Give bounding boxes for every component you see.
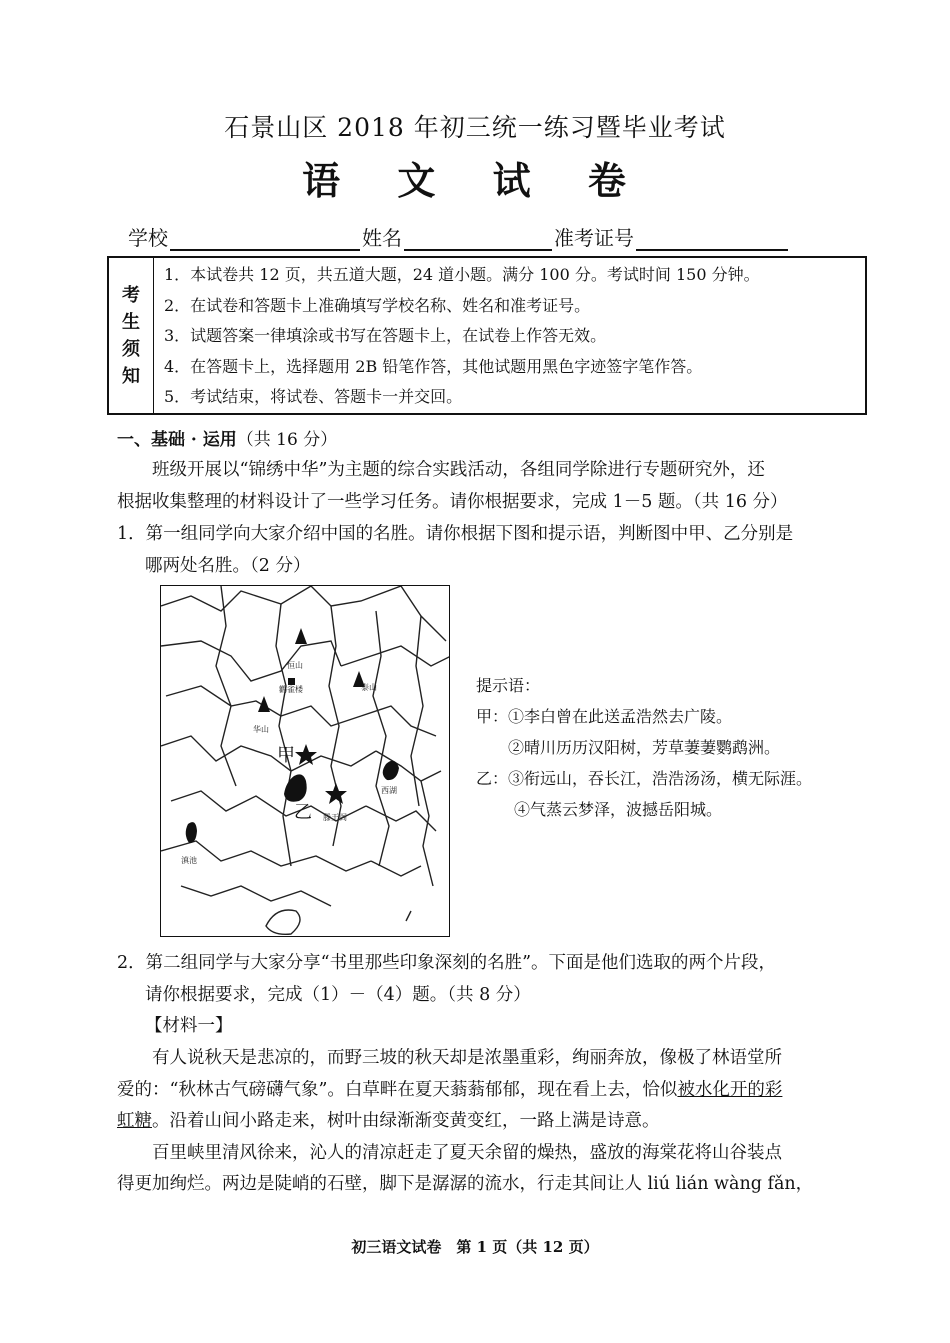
page-footer: 初三语文试卷 第 1 页（共 12 页） [351,1238,599,1256]
lake-marker-yi [284,774,307,801]
material-line: 得更加绚烂。两边是陡峭的石壁，脚下是潺潺的流水，行走其间让人 liú lián wàng fǎn， [117,1174,814,1194]
notice-label-char: 知 [122,365,140,387]
underlined-phrase: 被水化开的彩 [677,1079,783,1100]
lake-marker-dianchi [186,822,197,843]
map-label-jia: 甲 [277,745,295,766]
notice-label-char: 生 [122,311,140,333]
china-map [160,585,450,937]
candidate-notice-box [107,256,867,415]
map-svg [161,586,450,937]
hint-jia-1: ①李白曾在此送孟浩然去广陵。 [508,707,733,726]
notice-item: 2．在试卷和答题卡上准确填写学校名称、姓名和准考证号。 [164,295,591,315]
hint-yi-line1 [476,763,812,794]
hint-jia-2: ②晴川历历汉阳树，芳草萋萋鹦鹉洲。 [508,738,781,757]
notice-items [154,258,865,413]
map-label-guanquelou: 鹳雀楼 [279,685,303,694]
map-label-taishan: 泰山 [361,683,377,692]
exam-subtitle: 语 文 试 卷 [302,158,648,203]
section-intro [117,455,852,518]
notice-item: 1．本试卷共 12 页，共五道大题，24 道小题。满分 100 分。考试时间 150 分钟。 [164,265,760,284]
notice-label-char: 考 [122,284,140,306]
hint-yi-3: ③衔远山，吞长江，浩浩汤汤，横无际涯。 [508,769,813,788]
map-label-hengshan: 恒山 [287,661,303,670]
place-marker-tengwangge [325,783,347,804]
mountain-markers [258,628,365,712]
place-marker-jia [295,744,317,765]
intro-line: 根据收集整理的材料设计了一些学习任务。请你根据要求，完成 1－5 题。（共 16 分） [117,491,788,512]
map-label-tengwangge: 滕王阁 [323,813,347,822]
exam-title: 石景山区 2018 年初三统一练习暨毕业考试 [224,113,726,142]
material-label: 【材料一】 [145,1016,233,1036]
hint-jia-prefix: 甲： [476,707,509,726]
material-line [117,1075,852,1107]
notice-label-char: 须 [122,338,140,360]
lake-marker-xihu [383,761,399,780]
question-2-line: 2．第二组同学与大家分享“书里那些印象深刻的名胜”。下面是他们选取的两个片段， [117,953,777,973]
question-2 [117,948,852,1043]
material-line: 百里峡里清风徐来，沁人的清凉赶走了夏天余留的燥热，盛放的海棠花将山谷装点 [152,1142,782,1163]
school-label: 学校 [128,226,168,250]
notice-item: 3．试题答案一律填涂或书写在答题卡上，在试卷上作答无效。 [164,326,607,345]
candidate-info-fields [128,222,790,251]
question-1 [117,519,852,582]
mountain-marker-hengshan [295,628,307,644]
section-score: （共 16 分） [236,430,338,450]
map-label-xihu: 西湖 [381,786,397,795]
question-2-line: 请你根据要求，完成（1）－（4）题。（共 8 分） [145,984,531,1005]
material-text: 。沿着山间小路走来，树叶由绿渐渐变黄变红，一路上满是诗意。 [152,1111,660,1131]
question-1-line: 1．第一组同学向大家介绍中国的名胜。请你根据下图和提示语，判断图中甲、乙分别是 [117,524,794,544]
question-1-line: 哪两处名胜。（2 分） [145,555,311,576]
name-label: 姓名 [362,226,402,250]
map-label-yi: 乙 [294,802,312,823]
hint-yi-prefix: 乙： [476,769,509,788]
notice-label [109,258,154,413]
material-text: 爱的：“秋林古气磅礴气象”。白草畔在夏天蓊蓊郁郁，现在看上去，恰似 [117,1079,678,1100]
map-label-dianchi: 滇池 [181,856,197,865]
section-title: 一、基础 · 运用 [117,430,237,450]
hint-title: 提示语： [476,676,541,695]
place-marker-guanquelou [288,678,295,685]
exam-id-blank[interactable] [636,227,788,251]
map-label-huashan: 华山 [253,725,269,734]
material-line: 有人说秋天是悲凉的，而野三坡的秋天却是浓墨重彩，绚丽奔放，像极了林语堂所 [152,1048,782,1068]
material-1 [117,1043,852,1201]
material-line [117,1106,852,1138]
hint-jia-line1 [476,701,812,732]
notice-item: 5．考试结束，将试卷、答题卡一并交回。 [164,387,463,406]
intro-line: 班级开展以“锦绣中华”为主题的综合实践活动，各组同学除进行专题研究外，还 [152,460,765,480]
hint-box [476,670,812,825]
underlined-phrase: 虹糖 [117,1111,152,1131]
notice-item: 4．在答题卡上，选择题用 2B 铅笔作答，其他试题用黑色字迹签字笔作答。 [164,356,703,376]
name-blank[interactable] [404,227,552,251]
exam-id-label: 准考证号 [554,226,634,250]
school-blank[interactable] [170,227,360,251]
section-heading [117,425,337,450]
hint-yi-4: ④气蒸云梦泽，波撼岳阳城。 [514,800,723,819]
